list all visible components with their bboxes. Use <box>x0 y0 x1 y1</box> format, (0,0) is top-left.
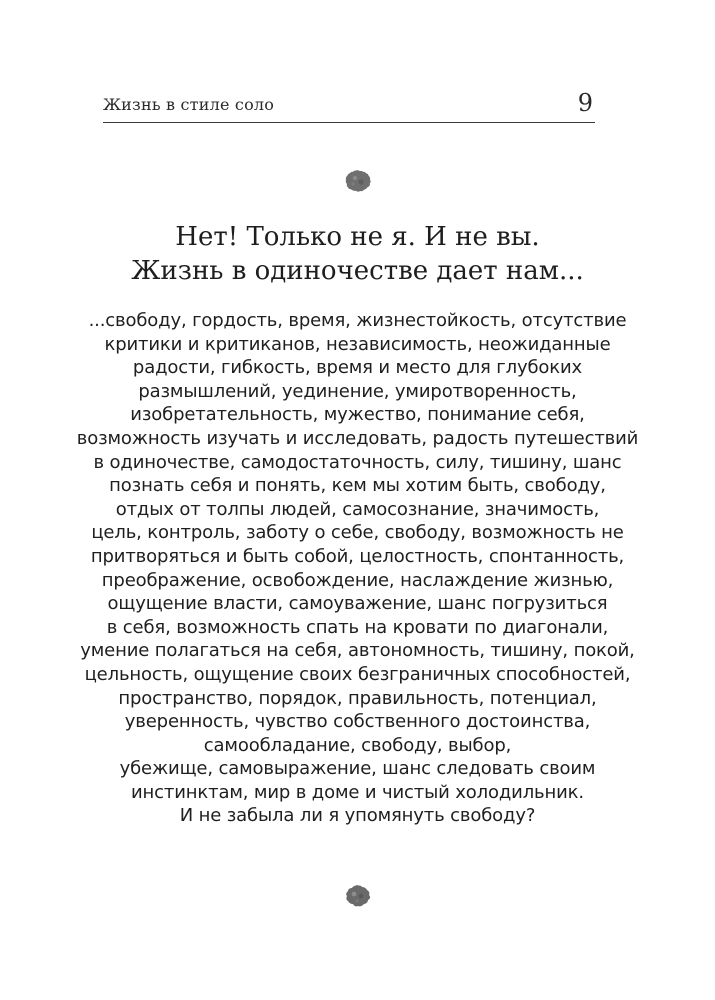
text-line: ...свободу, гордость, время, жизнестойкость, отсутствие <box>88 310 627 331</box>
text-line: убежище, самовыражение, шанс следовать своим <box>119 758 596 780</box>
text-line: возможность изучать и исследовать, радость путешествий <box>76 427 639 449</box>
body-paragraph <box>40 309 675 828</box>
text-line: критики и критиканов, независимость, неожиданные <box>104 333 611 355</box>
text-line: изобретательность, мужество, понимание себя, <box>130 404 585 426</box>
heading-line-2: Жизнь в одиночестве дает нам... <box>131 256 584 286</box>
text-line: в себя, возможность спать на кровати по диагонали, <box>106 616 609 638</box>
text-line: познать себя и понять, кем мы хотим быть, свободу, <box>109 475 606 497</box>
text-line: размышлений, уединение, умиротворенность, <box>138 380 577 402</box>
text-line: пространство, порядок, правильность, потенциал, <box>118 687 597 709</box>
ink-blot-ornament-icon <box>343 883 373 914</box>
text-line: отдых от толпы людей, самосознание, значимость, <box>115 498 600 520</box>
text-line: цельность, ощущение своих безграничных способностей, <box>84 663 631 685</box>
text-line: ощущение власти, самоуважение, шанс погрузиться <box>107 593 608 615</box>
running-header <box>103 89 595 123</box>
text-line: умение полагаться на себя, автономность, тишину, покой, <box>80 640 635 662</box>
running-title: Жизнь в стиле соло <box>103 95 275 114</box>
text-line: радости, гибкость, время и место для глубоких <box>132 357 583 379</box>
text-line: уверенность, чувство собственного достоинства, <box>124 711 591 733</box>
text-line: притворяться и быть собой, целостность, спонтанность, <box>90 545 625 567</box>
section-heading <box>60 220 655 288</box>
text-line: И не забыла ли я упомянуть свободу? <box>179 805 536 827</box>
page-number: 9 <box>577 89 593 117</box>
text-line: инстинктам, мир в доме и чистый холодильник. <box>131 781 584 803</box>
ink-blot-ornament-icon <box>343 168 373 199</box>
text-line: цель, контроль, заботу о себе, свободу, возможность не <box>91 522 624 544</box>
text-line: преображение, освобождение, наслаждение жизнью, <box>101 569 614 591</box>
text-line: самообладание, свободу, выбор, <box>203 734 512 756</box>
text-line: в одиночестве, самодостаточность, силу, тишину, шанс <box>93 451 622 473</box>
heading-line-1: Нет! Только не я. И не вы. <box>175 222 540 252</box>
